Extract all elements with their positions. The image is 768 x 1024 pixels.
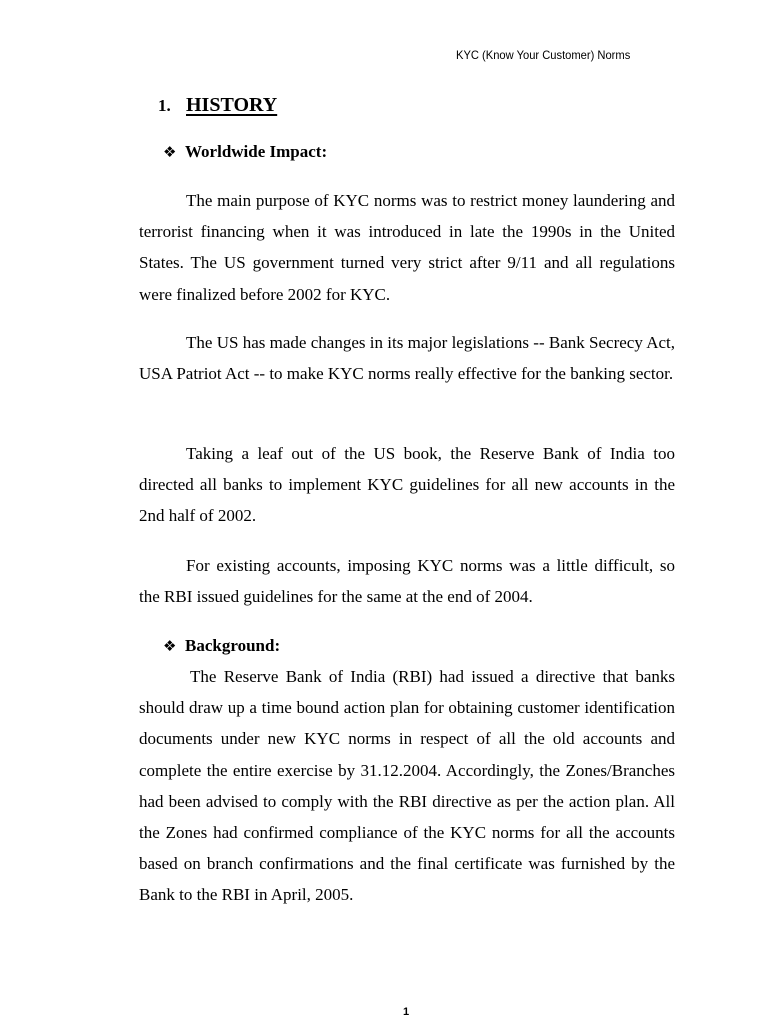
subheading-label: Worldwide Impact: bbox=[185, 142, 328, 161]
paragraph-kyc-purpose: The main purpose of KYC norms was to restrict money laundering and terrorist financing when it was introduced in late the 1990s in the United States. The US government turned very strict after 9/11 and all regulations were finalized before 2002 for KYC. bbox=[139, 191, 675, 304]
page-number: 1 bbox=[402, 1006, 410, 1018]
subheading-background bbox=[163, 635, 280, 657]
diamond-bullet-icon: ❖ bbox=[163, 143, 177, 161]
section-title: HISTORY bbox=[186, 94, 278, 116]
section-heading bbox=[158, 92, 277, 119]
paragraph-rbi-existing-accounts: For existing accounts, imposing KYC norms was a little difficult, so the RBI issued guidelines for the same at the end of 2004. bbox=[139, 556, 675, 607]
diamond-bullet-icon: ❖ bbox=[163, 637, 177, 655]
paragraph-rbi-new-accounts: Taking a leaf out of the US book, the Reserve Bank of India too directed all banks to implement KYC guidelines for all new accounts in the 2nd half of 2002. bbox=[139, 444, 675, 526]
section-number: 1. bbox=[158, 96, 171, 115]
paragraph-us-legislation: The US has made changes in its major legislations -- Bank Secrecy Act, USA Patriot Act -- to make KYC norms really effective for the banking sector. bbox=[139, 333, 675, 384]
running-header: KYC (Know Your Customer) Norms bbox=[456, 48, 631, 62]
subheading-worldwide-impact bbox=[163, 141, 327, 163]
paragraph-rbi-directive: The Reserve Bank of India (RBI) had issued a directive that banks should draw up a time bound action plan for obtaining customer identification documents under new KYC norms in respect of all the old accounts and complete the entire exercise by 31.12.2004. Accordingly, the Zones/Branches had been advised to comply with the RBI directive as per the action plan. All the Zones had confirmed compliance of the KYC norms for all the accounts based on branch confirmations and the final certificate was furnished by the Bank to the RBI in April, 2005. bbox=[139, 667, 675, 905]
subheading-label: Background: bbox=[185, 636, 281, 655]
